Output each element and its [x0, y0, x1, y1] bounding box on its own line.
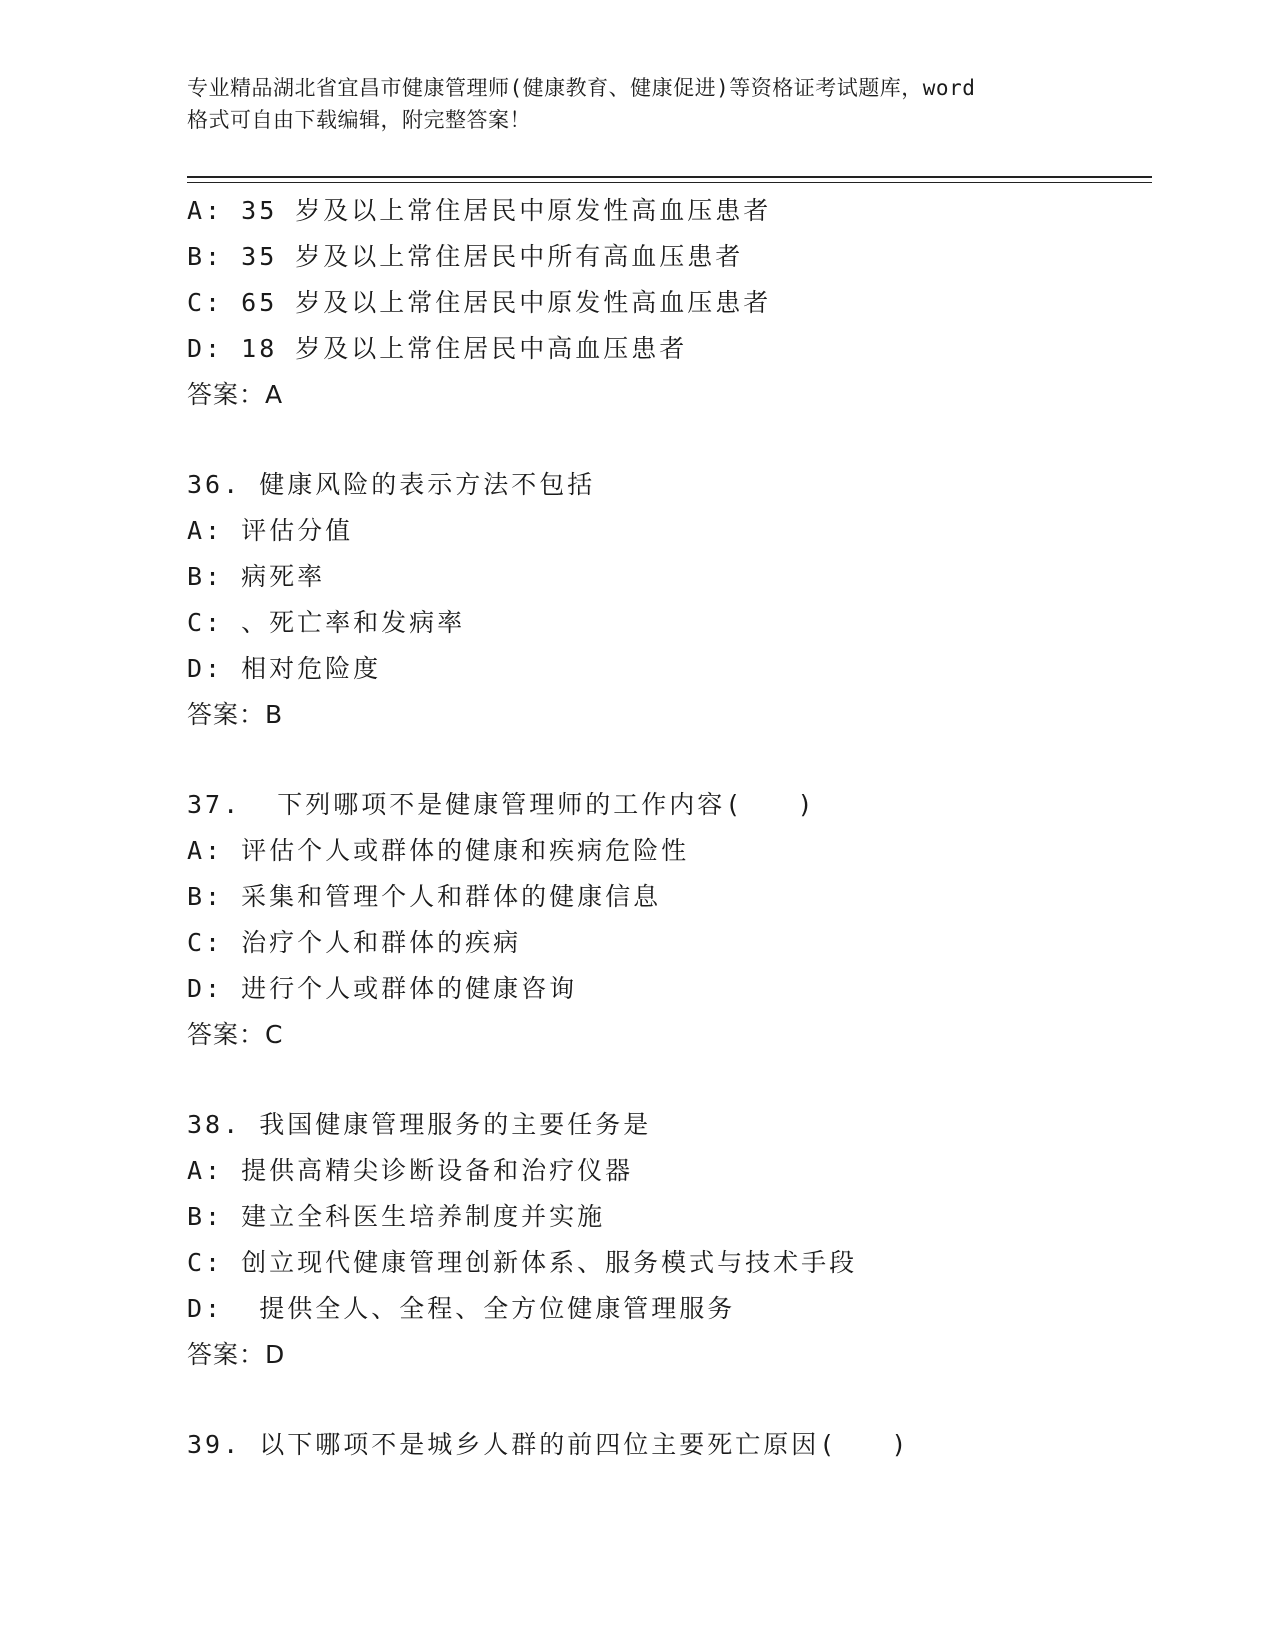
option-b: B: 建立全科医生培养制度并实施	[187, 1202, 606, 1231]
option-c: C: 65 岁及以上常住居民中原发性高血压患者	[187, 288, 772, 317]
option-d: D: 18 岁及以上常住居民中高血压患者	[187, 334, 688, 363]
answer-line: 答案：D	[187, 1340, 286, 1369]
spacer	[187, 418, 1147, 462]
document-header	[187, 72, 1087, 136]
option-c: C: 治疗个人和群体的疾病	[187, 928, 522, 957]
question-stem: 38. 我国健康管理服务的主要任务是	[187, 1110, 652, 1139]
spacer	[187, 1378, 1147, 1422]
option-b: B: 病死率	[187, 562, 326, 591]
question-stem: 36. 健康风险的表示方法不包括	[187, 470, 596, 499]
question-stem: 39. 以下哪项不是城乡人群的前四位主要死亡原因( )	[187, 1430, 910, 1459]
option-b: B: 采集和管理个人和群体的健康信息	[187, 882, 662, 911]
header-divider-thick	[187, 176, 1152, 178]
option-a: A: 35 岁及以上常住居民中原发性高血压患者	[187, 196, 772, 225]
question-list	[187, 188, 1147, 1468]
answer-line: 答案：B	[187, 700, 284, 729]
option-d: D: 相对危险度	[187, 654, 382, 683]
option-d: D: 提供全人、全程、全方位健康管理服务	[187, 1294, 736, 1323]
option-d: D: 进行个人或群体的健康咨询	[187, 974, 578, 1003]
question-36	[187, 462, 1147, 738]
spacer	[187, 738, 1147, 782]
spacer	[187, 1058, 1147, 1102]
answer-line: 答案：A	[187, 380, 284, 409]
option-a: A: 评估分值	[187, 516, 354, 545]
option-a: A: 评估个人或群体的健康和疾病危险性	[187, 836, 690, 865]
header-line-2: 格式可自由下载编辑，附完整答案！	[187, 108, 531, 132]
question-37	[187, 782, 1147, 1058]
header-divider-thin	[187, 182, 1152, 183]
question-stem: 37. 下列哪项不是健康管理师的工作内容( )	[187, 790, 816, 819]
question-38	[187, 1102, 1147, 1378]
answer-line: 答案：C	[187, 1020, 284, 1049]
option-a: A: 提供高精尖诊断设备和治疗仪器	[187, 1156, 634, 1185]
header-line-1: 专业精品湖北省宜昌市健康管理师(健康教育、健康促进)等资格证考试题库，word	[187, 76, 976, 100]
question-35	[187, 188, 1147, 418]
option-c: C: 创立现代健康管理创新体系、服务模式与技术手段	[187, 1248, 858, 1277]
option-c: C: 、死亡率和发病率	[187, 608, 466, 637]
question-39	[187, 1422, 1147, 1468]
option-b: B: 35 岁及以上常住居民中所有高血压患者	[187, 242, 744, 271]
